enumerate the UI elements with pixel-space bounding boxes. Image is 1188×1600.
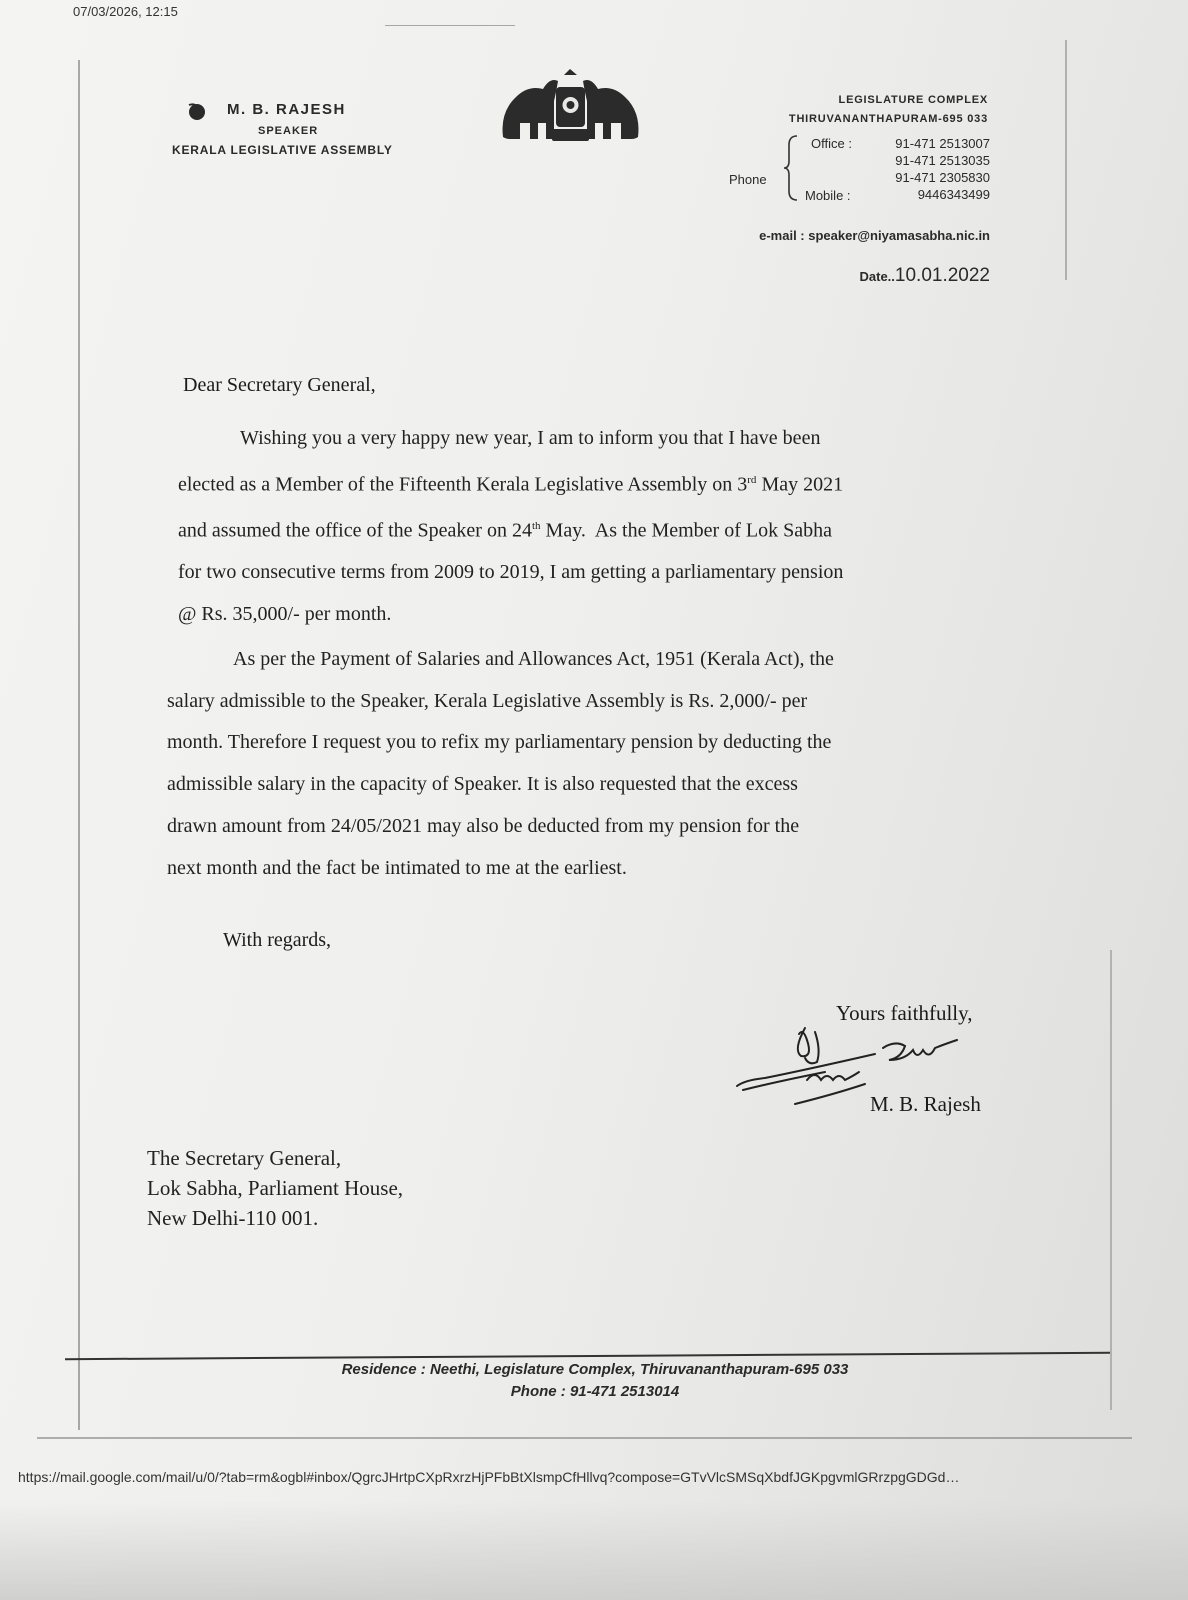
residence-address: Residence : Neethi, Legislature Complex, Thiruvananthapuram-695 033	[341, 1361, 849, 1378]
address-line-1: LEGISLATURE COMPLEX	[838, 94, 988, 106]
recipient-line: The Secretary General,	[147, 1146, 342, 1170]
address-line-2: THIRUVANANTHAPURAM-695 033	[788, 113, 988, 125]
print-url: https://mail.google.com/mail/u/0/?tab=rm&ogbl#inbox/QgrcJHrtpCXpRxrzHjPFbBtXlsmpCfHllvq?compose=GTvVlcSMSqXbdfJGKpgvmlGRrzpgGDGd…	[18, 1469, 960, 1485]
paragraph-2	[167, 639, 1003, 889]
mobile-label: Mobile :	[805, 188, 851, 203]
phone-label: Phone	[729, 172, 767, 187]
paragraph-line: for two consecutive terms from 2009 to 2019, I am getting a parliamentary pension	[178, 561, 844, 584]
page-edge-left	[78, 60, 80, 1430]
page-edge-bottom	[37, 1437, 1132, 1439]
paragraph-line: admissible salary in the capacity of Speaker. It is also requested that the excess	[167, 773, 798, 796]
date-label: Date..	[859, 269, 895, 284]
print-timestamp: 07/03/2026, 12:15	[73, 4, 178, 19]
date-value: 10.01.2022	[894, 265, 990, 286]
kerala-emblem-icon	[498, 67, 643, 149]
recipient-line: Lok Sabha, Parliament House,	[147, 1176, 404, 1200]
speaker-role: SPEAKER	[258, 125, 319, 137]
office-number: 91-471 2305830	[895, 170, 990, 185]
letter-date	[860, 265, 991, 287]
paragraph-line: As per the Payment of Salaries and Allowances Act, 1951 (Kerala Act), the	[233, 648, 834, 670]
paragraph-line: and assumed the office of the Speaker on 24th May. As the Member of Lok Sabha	[178, 519, 832, 542]
mobile-number: 9446343499	[917, 187, 990, 202]
paragraph-line: drawn amount from 24/05/2021 may also be deducted from my pension for the	[167, 814, 800, 837]
paragraph-1	[178, 418, 1001, 636]
paragraph-line: salary admissible to the Speaker, Kerala Legislative Assembly is Rs. 2,000/- per	[167, 689, 808, 712]
office-number: 91-471 2513007	[895, 136, 990, 151]
office-number: 91-471 2513035	[895, 153, 990, 168]
signer-name: M. B. Rajesh	[870, 1092, 981, 1116]
recipient-line: New Delhi-110 001.	[147, 1206, 319, 1230]
organization-name: KERALA LEGISLATIVE ASSEMBLY	[172, 143, 393, 157]
page-edge-right	[1065, 40, 1067, 280]
leaf-bullet-icon	[186, 101, 206, 121]
brace-icon	[783, 135, 799, 201]
office-label: Office :	[811, 136, 852, 151]
paragraph-line: month. Therefore I request you to refix my parliamentary pension by deducting the	[167, 731, 832, 754]
recipient-address	[147, 1143, 403, 1233]
paragraph-line: Wishing you a very happy new year, I am to inform you that I have been	[240, 427, 821, 449]
closing: Yours faithfully,	[836, 1001, 973, 1025]
residence-footer	[200, 1359, 990, 1403]
paragraph-line: @ Rs. 35,000/- per month.	[178, 603, 392, 626]
residence-phone: Phone : 91-471 2513014	[510, 1383, 680, 1400]
photo-shadow	[0, 1500, 1188, 1600]
top-rule	[385, 25, 515, 26]
speaker-name: M. B. RAJESH	[227, 101, 346, 118]
page-edge-right-lower	[1110, 950, 1112, 1410]
paragraph-line: next month and the fact be intimated to me at the earliest.	[167, 856, 627, 879]
salutation: Dear Secretary General,	[183, 374, 376, 396]
paragraph-line: elected as a Member of the Fifteenth Kerala Legislative Assembly on 3rd May 2021	[178, 473, 844, 496]
regards: With regards,	[223, 929, 332, 951]
email: e-mail : speaker@niyamasabha.nic.in	[759, 228, 990, 243]
letterhead-right	[725, 90, 1000, 290]
